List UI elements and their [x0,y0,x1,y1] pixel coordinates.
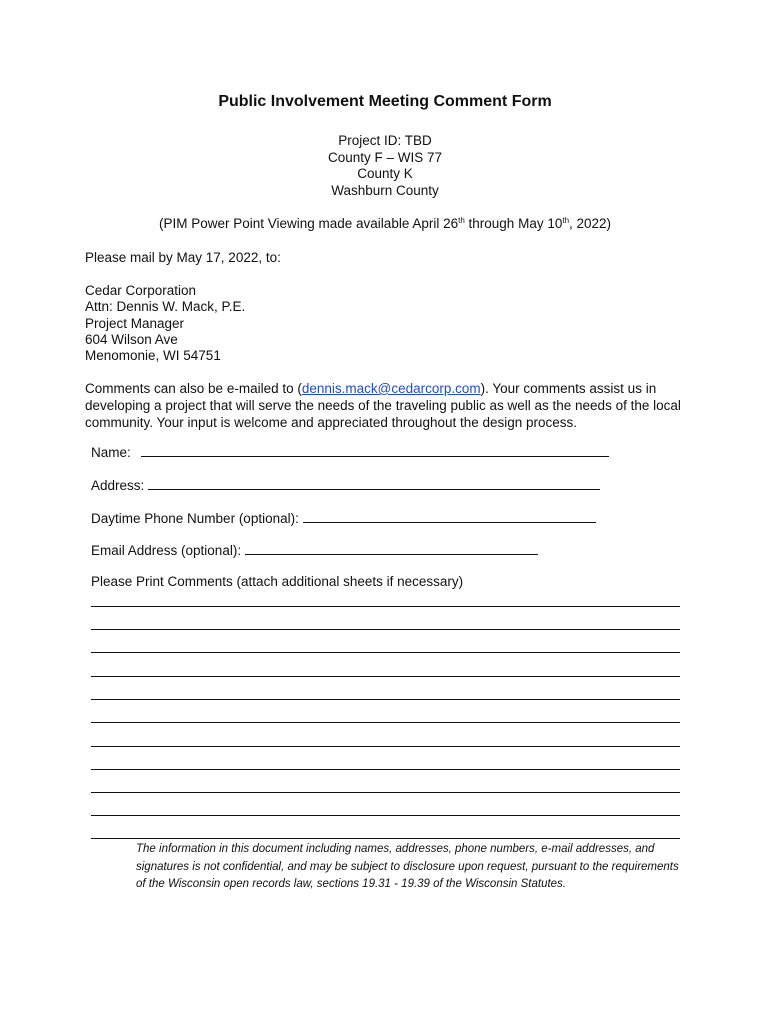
project-info [0,133,770,199]
comment-line[interactable] [91,815,680,816]
email-input-line[interactable] [245,541,538,555]
email-field [91,541,538,558]
comment-line[interactable] [91,676,680,677]
name-input-line[interactable] [141,443,609,457]
project-county-k: County K [357,166,413,181]
project-county: Washburn County [331,182,439,198]
address-line: Project Manager [85,315,185,331]
name-label: Name: [91,445,131,460]
comment-line[interactable] [91,746,680,747]
address-line: Menomonie, WI 54751 [85,348,221,364]
phone-label: Daytime Phone Number (optional): [91,511,299,526]
comment-line[interactable] [91,699,680,700]
comment-line[interactable] [91,722,680,723]
mailing-address [85,283,245,364]
pim-availability: (PIM Power Point Viewing made available April 26th through May 10th, 2022) [158,216,612,231]
print-comments-label: Please Print Comments (attach additional sheets if necessary) [91,574,464,589]
comments-intro-paragraph: Comments can also be e-mailed to (dennis.mack@cedarcorp.com). Your comments assist us in developing a project that will serve the needs of the traveling public as well as the needs of the local community. Your input is welcome and appreciated throughout the design process. [85,381,681,430]
address-line: Attn: Dennis W. Mack, P.E. [85,299,246,315]
phone-field [91,509,596,526]
page-title: Public Involvement Meeting Comment Form [218,93,552,110]
comment-line[interactable] [91,792,680,793]
mail-by-instruction: Please mail by May 17, 2022, to: [85,250,281,265]
comment-line[interactable] [91,838,680,839]
comment-line[interactable] [91,769,680,770]
name-field [91,443,609,460]
email-label: Email Address (optional): [91,543,242,558]
address-line: 604 Wilson Ave [85,331,178,347]
comment-line[interactable] [91,629,680,630]
phone-input-line[interactable] [303,509,596,523]
disclaimer-note: The information in this document including names, addresses, phone numbers, e-mail addresses, and signatures is not confidential, and may be subject to disclosure upon request, pursuant to the requirements of the Wisconsin open records law, sections 19.31 - 19.39 of the Wisconsin Statutes. [136,843,679,890]
comment-line[interactable] [91,652,680,653]
comment-line[interactable] [91,606,680,607]
address-line: Cedar Corporation [85,283,197,298]
address-input-line[interactable] [148,476,600,490]
address-label: Address: [91,478,145,493]
address-field [91,476,600,493]
project-id: Project ID: TBD [338,133,432,148]
project-route: County F – WIS 77 [327,149,443,165]
email-link[interactable]: dennis.mack@cedarcorp.com [301,381,481,396]
